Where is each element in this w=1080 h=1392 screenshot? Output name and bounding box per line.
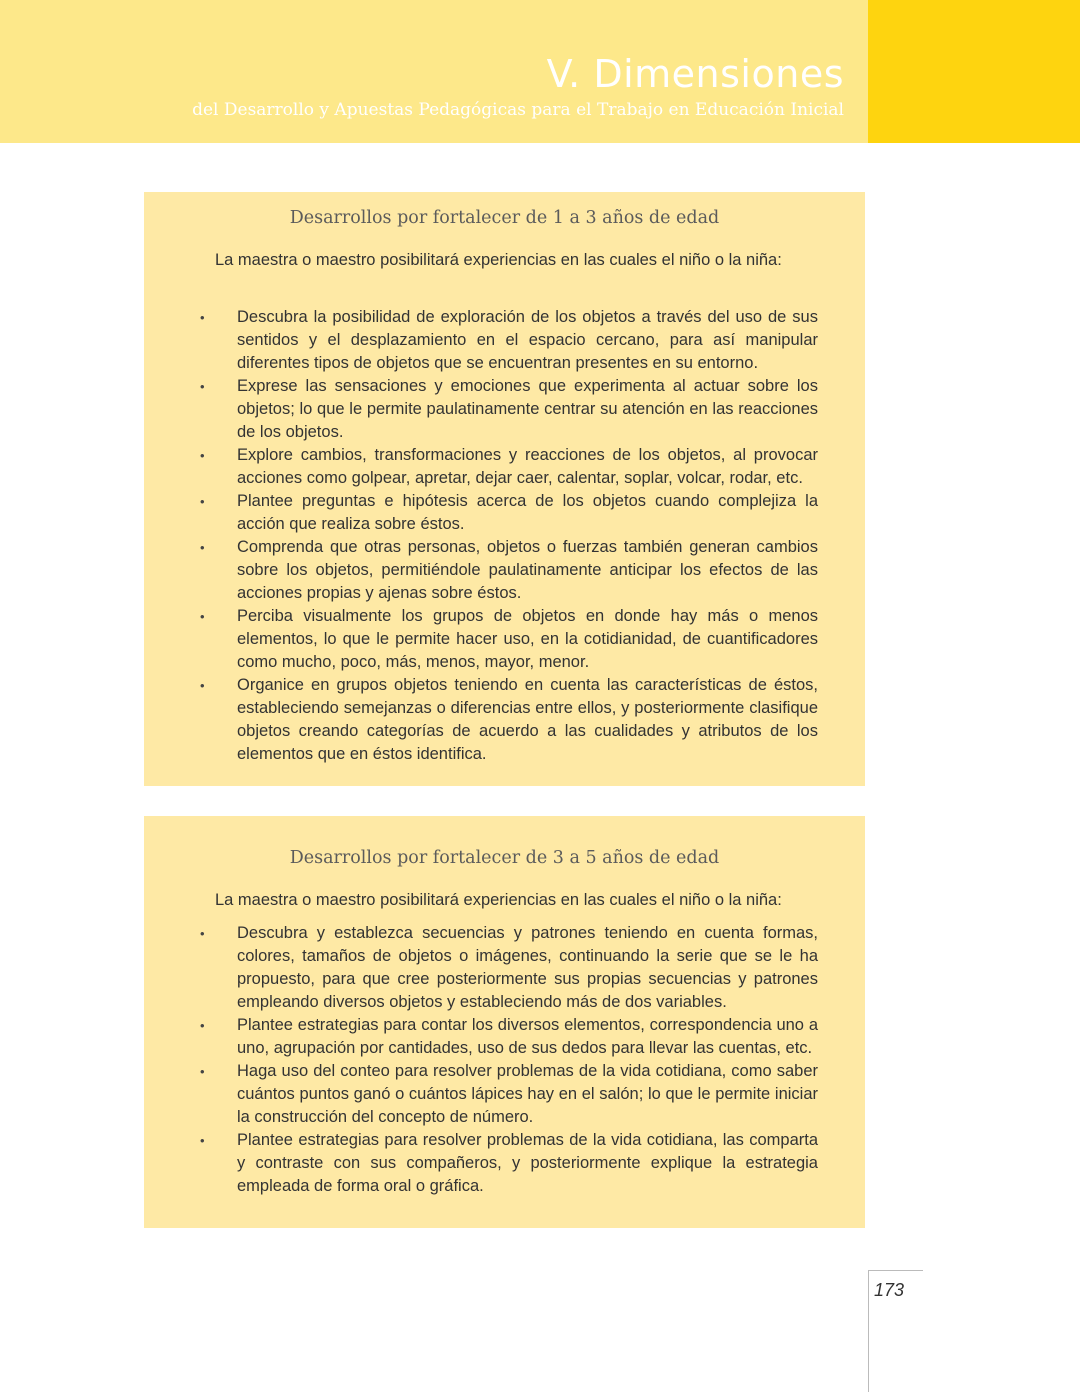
footer-rule-vertical — [868, 1270, 869, 1392]
bullet-icon: • — [200, 609, 205, 624]
list-item-text: Plantee estrategias para resolver problemas de la vida cotidiana, las comparta y contraste con sus compañeros, y posteriormente explique la estrategia empleada de forma oral o gráfica. — [237, 1131, 818, 1195]
bullet-list — [144, 306, 865, 766]
section-intro: La maestra o maestro posibilitará experiencias en las cuales el niño o la niña: — [215, 891, 782, 909]
section-title: Desarrollos por fortalecer de 1 a 3 años de edad — [289, 208, 720, 228]
list-item-text: Haga uso del conteo para resolver problemas de la vida cotidiana, como saber cuántos puntos ganó o cuántos lápices hay en el salón; lo que le permite iniciar la construcción del concepto de número. — [237, 1062, 818, 1126]
bullet-icon: • — [200, 926, 205, 941]
list-item — [144, 1129, 818, 1198]
bullet-icon: • — [200, 540, 205, 555]
list-item-text: Perciba visualmente los grupos de objetos en donde hay más o menos elementos, lo que le permite hacer uso, en la cotidianidad, de cuantificadores como mucho, poco, más, menos, mayor, menor. — [237, 607, 818, 671]
page-number: 173 — [874, 1280, 905, 1300]
bullet-icon: • — [200, 678, 205, 693]
list-item-text: Plantee preguntas e hipótesis acerca de los objetos cuando complejiza la acción que realiza sobre éstos. — [237, 492, 818, 533]
bullet-icon: • — [200, 448, 205, 463]
list-item — [144, 1014, 818, 1060]
section-title: Desarrollos por fortalecer de 3 a 5 años de edad — [289, 848, 720, 868]
list-item — [144, 536, 818, 605]
list-item — [144, 490, 818, 536]
bullet-icon: • — [200, 1018, 205, 1033]
chapter-title: V. Dimensiones — [546, 52, 844, 96]
bullet-icon: • — [200, 494, 205, 509]
list-item — [144, 375, 818, 444]
list-item-text: Plantee estrategias para contar los diversos elementos, correspondencia uno a uno, agrupación por cantidades, uso de sus dedos para llevar las cuentas, etc. — [237, 1016, 818, 1057]
section-intro: La maestra o maestro posibilitará experiencias en las cuales el niño o la niña: — [215, 251, 782, 269]
bullet-list — [144, 922, 865, 1198]
list-item-text: Exprese las sensaciones y emociones que experimenta al actuar sobre los objetos; lo que le permite paulatinamente centrar su atención en las reacciones de los objetos. — [237, 377, 818, 441]
section-box-3-5-years — [144, 816, 865, 1228]
list-item-text: Organice en grupos objetos teniendo en cuenta las características de éstos, estableciendo semejanzas o diferencias entre ellos, y posteriormente clasifique objetos creando categorías de acuerdo a las cualidades y atributos de los elementos que en éstos identifica. — [237, 676, 818, 763]
list-item-text: Explore cambios, transformaciones y reacciones de los objetos, al provocar acciones como golpear, apretar, dejar caer, calentar, soplar, volcar, rodar, etc. — [237, 446, 818, 487]
bullet-icon: • — [200, 1133, 205, 1148]
list-item — [144, 306, 818, 375]
list-item-text: Descubra la posibilidad de exploración de los objetos a través del uso de sus sentidos y el desplazamiento en el espacio cercano, para así manipular diferentes tipos de objetos que se encuentran presentes en su entorno. — [237, 308, 818, 372]
chapter-subtitle: del Desarrollo y Apuestas Pedagógicas para el Trabajo en Educación Inicial — [192, 100, 844, 120]
list-item-text: Descubra y establezca secuencias y patrones teniendo en cuenta formas, colores, tamaños de objetos o imágenes, continuando la serie que se le ha propuesto, para que cree posteriormente sus propias secuencias y patrones empleando diversos objetos y estableciendo más de dos variables. — [237, 924, 818, 1011]
header-accent-block — [868, 0, 1080, 143]
list-item — [144, 922, 818, 1014]
bullet-icon: • — [200, 310, 205, 325]
section-box-1-3-years — [144, 192, 865, 786]
list-item — [144, 674, 818, 766]
bullet-icon: • — [200, 379, 205, 394]
list-item — [144, 605, 818, 674]
bullet-icon: • — [200, 1064, 205, 1079]
footer-rule-horizontal — [868, 1270, 923, 1271]
list-item-text: Comprenda que otras personas, objetos o fuerzas también generan cambios sobre los objetos, permitiéndole paulatinamente anticipar los efectos de las acciones propias y ajenas sobre éstos. — [237, 538, 818, 602]
list-item — [144, 444, 818, 490]
list-item — [144, 1060, 818, 1129]
